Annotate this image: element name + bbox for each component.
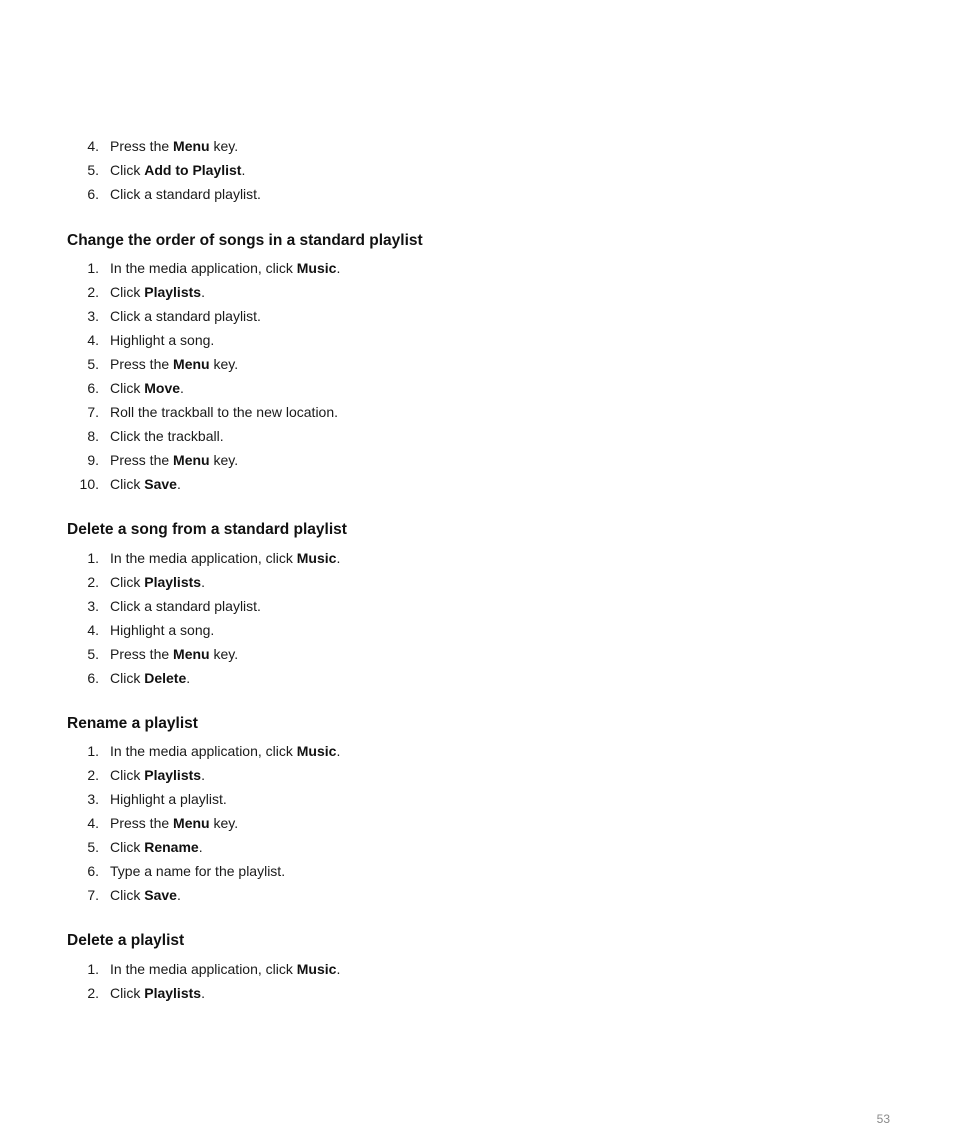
list-item bbox=[0, 546, 900, 570]
step-number: 3. bbox=[87, 598, 99, 614]
step-text: Highlight a song. bbox=[110, 332, 215, 348]
step-number: 6. bbox=[87, 380, 99, 396]
steps-list bbox=[0, 546, 900, 690]
step-text: Click Playlists. bbox=[110, 985, 205, 1001]
list-item bbox=[0, 859, 900, 883]
step-text: Click Playlists. bbox=[110, 574, 205, 590]
page-number: 53 bbox=[876, 1112, 890, 1126]
step-text: Click Rename. bbox=[110, 839, 203, 855]
step-text: Click Playlists. bbox=[110, 284, 205, 300]
step-text: Click a standard playlist. bbox=[110, 308, 261, 324]
step-number: 4. bbox=[87, 332, 99, 348]
list-item bbox=[0, 981, 900, 1005]
step-number: 1. bbox=[87, 961, 99, 977]
step-text: Click Save. bbox=[110, 887, 181, 903]
list-item bbox=[0, 594, 900, 618]
list-item bbox=[0, 448, 900, 472]
list-item bbox=[0, 957, 900, 981]
step-text: Click Delete. bbox=[110, 670, 191, 686]
step-text: Click Save. bbox=[110, 476, 181, 492]
step-text: Highlight a playlist. bbox=[110, 791, 227, 807]
step-number: 1. bbox=[87, 260, 99, 276]
list-item bbox=[0, 787, 900, 811]
step-number: 1. bbox=[87, 743, 99, 759]
list-item bbox=[0, 763, 900, 787]
step-text: Click a standard playlist. bbox=[110, 186, 261, 202]
step-text: Press the Menu key. bbox=[110, 646, 239, 662]
list-item bbox=[0, 642, 900, 666]
step-text: In the media application, click Music. bbox=[110, 743, 341, 759]
step-number: 2. bbox=[87, 574, 99, 590]
list-item bbox=[0, 400, 900, 424]
step-number: 10. bbox=[79, 476, 99, 492]
step-text: Highlight a song. bbox=[110, 622, 215, 638]
step-number: 4. bbox=[87, 138, 99, 154]
step-text: Click the trackball. bbox=[110, 428, 224, 444]
list-item bbox=[0, 352, 900, 376]
step-text: In the media application, click Music. bbox=[110, 961, 341, 977]
step-number: 5. bbox=[87, 839, 99, 855]
step-text: Press the Menu key. bbox=[110, 138, 239, 154]
step-number: 8. bbox=[87, 428, 99, 444]
list-item bbox=[0, 883, 900, 907]
step-number: 6. bbox=[87, 186, 99, 202]
step-text: In the media application, click Music. bbox=[110, 260, 341, 276]
step-number: 3. bbox=[87, 791, 99, 807]
list-item bbox=[0, 835, 900, 859]
list-item bbox=[0, 376, 900, 400]
list-item bbox=[0, 158, 900, 182]
list-item bbox=[0, 304, 900, 328]
list-item bbox=[0, 618, 900, 642]
step-number: 5. bbox=[87, 356, 99, 372]
step-text: In the media application, click Music. bbox=[110, 550, 341, 566]
list-item bbox=[0, 182, 900, 206]
continued-steps-list bbox=[0, 134, 900, 206]
steps-list bbox=[0, 256, 900, 496]
steps-list bbox=[0, 739, 900, 907]
step-number: 6. bbox=[87, 863, 99, 879]
step-text: Type a name for the playlist. bbox=[110, 863, 286, 879]
list-item bbox=[0, 280, 900, 304]
step-number: 4. bbox=[87, 815, 99, 831]
step-number: 5. bbox=[87, 646, 99, 662]
step-number: 5. bbox=[87, 162, 99, 178]
step-number: 3. bbox=[87, 308, 99, 324]
list-item bbox=[0, 811, 900, 835]
step-number: 4. bbox=[87, 622, 99, 638]
list-item bbox=[0, 256, 900, 280]
step-number: 7. bbox=[87, 887, 99, 903]
section-heading: Delete a playlist bbox=[67, 932, 185, 949]
step-number: 2. bbox=[87, 985, 99, 1001]
list-item bbox=[0, 472, 900, 496]
list-item bbox=[0, 666, 900, 690]
section-heading: Delete a song from a standard playlist bbox=[67, 521, 347, 538]
step-number: 6. bbox=[87, 670, 99, 686]
step-number: 2. bbox=[87, 284, 99, 300]
step-text: Click a standard playlist. bbox=[110, 598, 261, 614]
list-item bbox=[0, 328, 900, 352]
step-text: Roll the trackball to the new location. bbox=[110, 404, 339, 420]
step-number: 1. bbox=[87, 550, 99, 566]
step-text: Click Add to Playlist. bbox=[110, 162, 246, 178]
steps-list bbox=[0, 957, 900, 1005]
step-text: Click Playlists. bbox=[110, 767, 205, 783]
section-heading: Change the order of songs in a standard playlist bbox=[67, 232, 423, 249]
step-number: 9. bbox=[87, 452, 99, 468]
step-number: 7. bbox=[87, 404, 99, 420]
step-text: Press the Menu key. bbox=[110, 452, 239, 468]
step-text: Press the Menu key. bbox=[110, 815, 239, 831]
list-item bbox=[0, 739, 900, 763]
step-text: Click Move. bbox=[110, 380, 184, 396]
list-item bbox=[0, 134, 900, 158]
list-item bbox=[0, 424, 900, 448]
list-item bbox=[0, 570, 900, 594]
section-heading: Rename a playlist bbox=[67, 715, 198, 732]
step-number: 2. bbox=[87, 767, 99, 783]
step-text: Press the Menu key. bbox=[110, 356, 239, 372]
